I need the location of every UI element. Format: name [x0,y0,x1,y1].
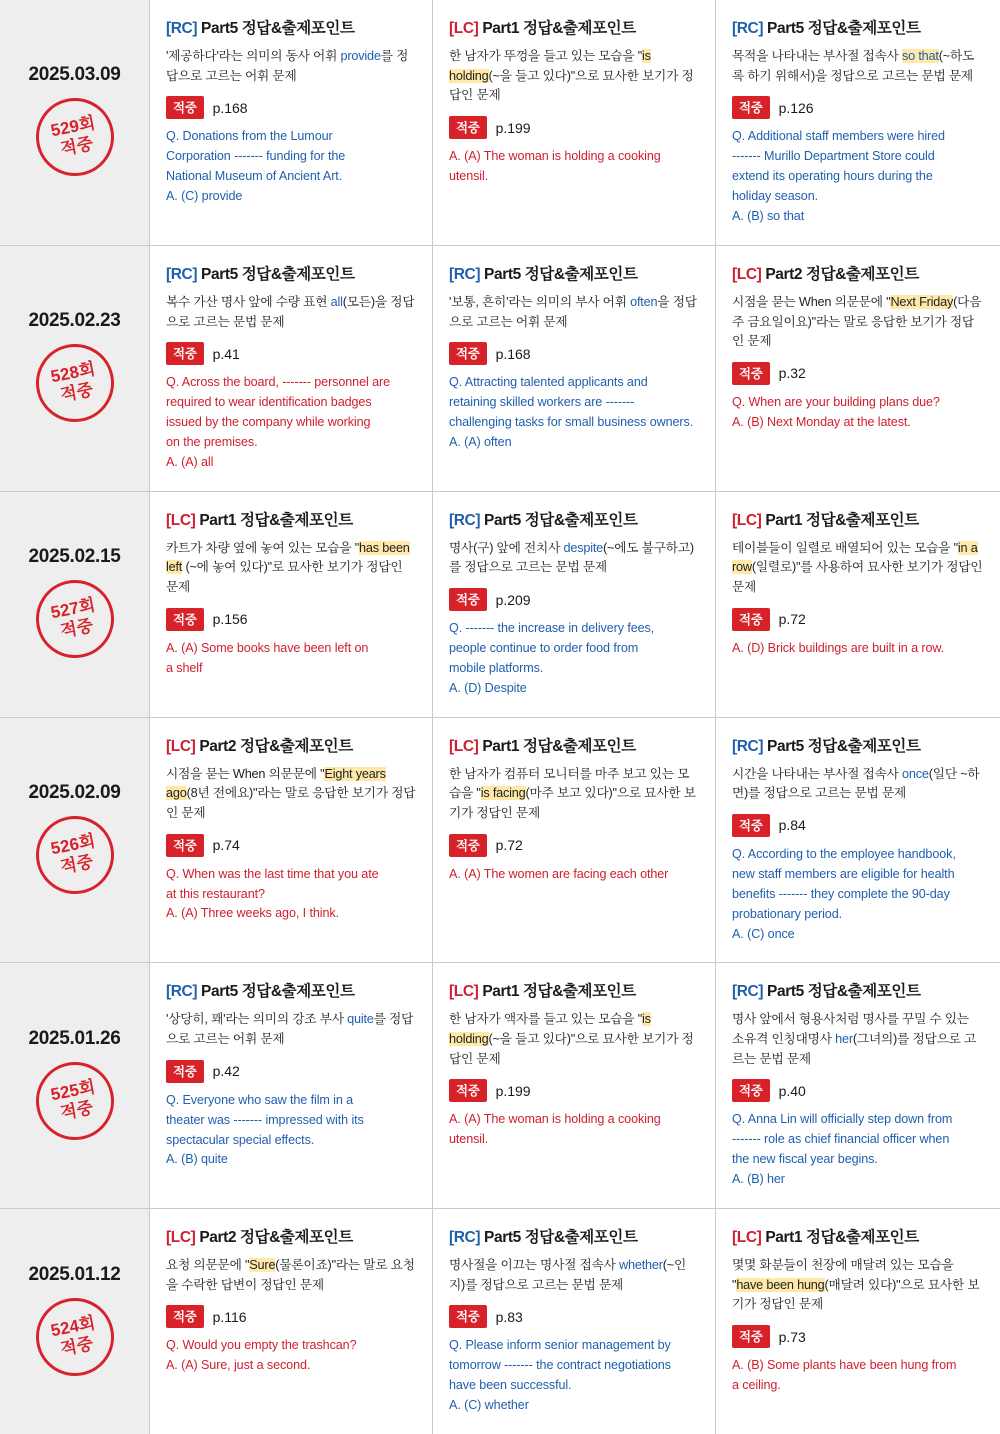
page-reference [732,1079,984,1102]
question-answer-text [732,1356,984,1395]
cell-title: Part5 정답&출제포인트 [484,511,638,529]
question-cell [150,246,433,491]
qa-line: tomorrow ------- the contract negotiations [449,1358,671,1373]
question-cell [433,1209,716,1434]
table-row [0,963,1000,1209]
question-cell [716,1209,1000,1434]
table-row [0,718,1000,964]
date-cell [0,246,150,491]
row-columns [150,718,1000,963]
cell-header [732,734,984,756]
page-reference [732,608,984,631]
question-cell [716,246,1000,491]
stamp-round-label: 529회 [48,113,97,142]
cell-header [449,1225,699,1247]
hit-badge: 적중 [166,342,204,365]
page-number: p.168 [212,99,248,116]
page-reference [732,814,984,837]
qa-line: Q. Attracting talented applicants and [449,375,648,390]
stamp-round-label: 524회 [48,1313,97,1341]
question-answer-text [732,639,984,658]
qa-line: A. (A) Three weeks ago, I think. [166,906,339,921]
hit-badge: 적중 [449,116,487,139]
qa-line: a shelf [166,660,203,675]
question-answer-text [732,127,984,225]
cell-header [166,734,416,756]
question-cell [150,492,433,717]
cell-title: Part1 정답&출제포인트 [199,511,353,529]
qa-line: A. (A) often [449,434,512,449]
section-tag: [LC] [732,265,762,283]
page-number: p.168 [495,345,531,362]
qa-line: have been successful. [449,1378,572,1393]
date-cell [0,963,150,1208]
qa-line: A. (A) The woman is holding a cooking [449,149,661,164]
question-answer-text [449,1110,699,1149]
cell-header [732,16,984,38]
qa-line: ------- Murillo Department Store could [732,149,935,164]
section-tag: [RC] [732,983,764,1001]
section-tag: [LC] [449,737,479,755]
stamp-hit-label: 적중 [58,1097,95,1123]
qa-line: ------- role as chief financial officer when [732,1132,950,1147]
qa-line: A. (C) whether [449,1398,529,1413]
section-tag: [LC] [166,1229,196,1247]
qa-line: mobile platforms. [449,660,544,675]
page-reference [732,362,984,385]
page-reference [166,1305,416,1328]
question-answer-text [449,147,699,186]
question-answer-text [449,1336,699,1415]
cell-description: 한 남자가 컴퓨터 모니터를 마주 보고 있는 모습을 "is facing(마주 보고 있다)"으로 묘사한 보기가 정답인 문제 [449,766,696,820]
qa-line: extend its operating hours during the [732,169,933,184]
qa-line: new staff members are eligible for health [732,866,955,881]
cell-description: 카트가 차량 옆에 놓여 있는 모습을 "has been left (~에 놓여 있다)"로 묘사한 보기가 정답인 문제 [166,540,410,595]
qa-line: A. (B) her [732,1172,785,1187]
qa-line: Q. Across the board, ------- personnel are [166,375,390,390]
section-tag: [LC] [166,737,196,755]
cell-header [449,979,699,1001]
page-number: p.42 [212,1063,240,1080]
page-reference [166,608,416,631]
qa-line: theater was ------- impressed with its [166,1112,364,1127]
qa-line: Q. Would you empty the trashcan? [166,1338,357,1353]
row-columns [150,492,1000,717]
question-cell [433,0,716,245]
section-tag: [LC] [166,511,196,529]
cell-title: Part5 정답&출제포인트 [484,265,638,283]
page-number: p.74 [212,837,240,854]
date-cell [0,492,150,717]
cell-title: Part2 정답&출제포인트 [199,1229,353,1247]
qa-line: A. (A) all [166,454,214,469]
stamp-round-label: 527회 [48,595,97,623]
hit-badge: 적중 [166,834,204,857]
qa-line: Q. According to the employee handbook, [732,846,956,861]
question-cell [716,0,1000,245]
section-tag: [RC] [166,983,198,1001]
hit-badge: 적중 [166,1305,204,1328]
stamp-hit-label: 적중 [58,134,95,160]
question-cell [150,1209,433,1434]
question-answer-text [732,1110,984,1189]
cell-description: 테이블들이 일렬로 배열되어 있는 모습을 "in a row(일렬로)"를 사용하여 묘사한 보기가 정답인 문제 [732,540,983,595]
section-tag: [RC] [449,265,481,283]
hit-badge: 적중 [732,96,770,119]
stamp-round-label: 525회 [48,1077,97,1105]
page-reference [449,342,699,365]
qa-line: a ceiling. [732,1378,781,1392]
hit-stamp [29,338,120,429]
cell-description: 복수 가산 명사 앞에 수량 표현 all(모든)을 정답으로 고르는 문법 문제 [166,294,415,329]
cell-title: Part5 정답&출제포인트 [201,265,355,283]
hit-badge: 적중 [166,608,204,631]
stamp-hit-label: 적중 [58,615,95,641]
page-reference [166,1060,416,1083]
question-answer-text [166,1091,416,1170]
exam-date: 2025.02.15 [28,546,121,568]
section-tag: [RC] [449,1229,481,1247]
hit-stamp [29,1291,120,1382]
question-answer-text [449,619,699,698]
cell-title: Part1 정답&출제포인트 [765,1229,919,1247]
page-reference [166,342,416,365]
qa-line: A. (D) Brick buildings are built in a row. [732,640,945,655]
question-cell [433,718,716,963]
page-number: p.83 [495,1308,523,1325]
cell-title: Part1 정답&출제포인트 [482,20,636,37]
cell-title: Part5 정답&출제포인트 [201,983,355,1001]
cell-header [166,508,416,530]
page-number: p.72 [495,837,523,854]
hit-badge: 적중 [449,1305,487,1328]
row-columns [150,963,1000,1208]
page-number: p.209 [495,591,531,608]
page-number: p.32 [778,365,806,382]
qa-line: the new fiscal year begins. [732,1152,878,1167]
cell-title: Part5 정답&출제포인트 [767,20,921,37]
cell-header [166,262,416,284]
exam-date: 2025.03.09 [28,64,121,86]
qa-line: Q. Please inform senior management by [449,1338,671,1353]
hit-badge: 적중 [449,342,487,365]
exam-date: 2025.01.12 [28,1263,121,1285]
qa-line: Q. When are your building plans due? [732,394,940,409]
stamp-hit-label: 적중 [58,1333,95,1359]
hit-stamp [29,92,120,183]
question-cell [150,963,433,1208]
qa-line: Q. Additional staff members were hired [732,129,945,144]
cell-description: 시점을 묻는 When 의문문에 "Next Friday(다음 주 금요일이요)"라는 말로 응답한 보기가 정답인 문제 [732,294,982,349]
table-row [0,492,1000,718]
question-answer-text [166,1336,416,1375]
cell-header [449,16,699,38]
qa-line: Q. When was the last time that you ate [166,866,379,881]
section-tag: [RC] [732,737,764,755]
qa-line: A. (C) once [732,926,795,941]
qa-line: National Museum of Ancient Art. [166,169,343,184]
section-tag: [RC] [449,511,481,529]
cell-title: Part2 정답&출제포인트 [765,265,919,283]
qa-line: people continue to order food from [449,640,639,655]
question-cell [433,246,716,491]
question-cell [716,718,1000,963]
cell-title: Part1 정답&출제포인트 [482,983,636,1001]
table-row [0,246,1000,492]
table-row [0,1209,1000,1434]
page-number: p.84 [778,817,806,834]
stamp-round-label: 528회 [48,359,97,387]
page-reference [449,1079,699,1102]
cell-title: Part1 정답&출제포인트 [482,737,636,755]
qa-line: Q. Anna Lin will officially step down from [732,1112,953,1127]
hit-badge: 적중 [166,1060,204,1083]
stamp-round-label: 526회 [48,831,97,859]
page-reference [449,588,699,611]
qa-line: A. (B) so that [732,208,805,223]
exam-date: 2025.01.26 [28,1027,121,1049]
cell-description: 한 남자가 뚜껑을 들고 있는 모습을 "is holding(~을 들고 있다)"으로 묘사한 보기가 정답인 문제 [449,49,694,103]
section-tag: [RC] [166,20,198,37]
question-cell [716,963,1000,1208]
qa-line: utensil. [449,1132,489,1147]
qa-line: A. (D) Despite [449,680,527,695]
page-reference [166,96,416,119]
page-number: p.41 [212,345,240,362]
cell-description: 명사(구) 앞에 전치사 despite(~에도 불구하고)를 정답으로 고르는 문법 문제 [449,540,694,575]
qa-line: Corporation ------- funding for the [166,149,346,164]
row-columns [150,0,1000,245]
cell-description: 한 남자가 액자를 들고 있는 모습을 "is holding(~을 들고 있다)"으로 묘사한 보기가 정답인 문제 [449,1012,694,1066]
qa-line: A. (B) Some plants have been hung from [732,1358,957,1373]
cell-description: 명사절을 이끄는 명사절 접속사 whether(~인지)를 정답으로 고르는 문법 문제 [449,1258,687,1292]
qa-line: Q. ------- the increase in delivery fees, [449,621,655,636]
row-columns [150,246,1000,491]
hit-badge: 적중 [449,834,487,857]
question-answer-text [166,373,416,471]
qa-line: retaining skilled workers are ------- [449,395,635,410]
hit-badge: 적중 [732,1079,770,1102]
cell-header [732,979,984,1001]
stamp-hit-label: 적중 [58,851,95,877]
page-number: p.126 [778,99,814,116]
section-tag: [RC] [166,265,198,283]
qa-line: Q. Everyone who saw the film in a [166,1092,354,1107]
page-number: p.116 [212,1308,247,1325]
question-cell [433,963,716,1208]
question-answer-text [449,865,699,884]
section-tag: [LC] [732,511,762,529]
cell-header [732,262,984,284]
page-reference [732,96,984,119]
hit-stamp [29,573,120,664]
cell-header [449,734,699,756]
page-number: p.156 [212,611,248,628]
section-tag: [LC] [449,983,479,1001]
question-answer-text [166,865,416,924]
hit-badge: 적중 [732,362,770,385]
question-cell [150,718,433,963]
cell-header [732,1225,984,1247]
table-row [0,0,1000,246]
question-answer-text [732,845,984,943]
row-columns [150,1209,1000,1434]
section-tag: [LC] [732,1229,762,1247]
cell-header [449,262,699,284]
cell-title: Part2 정답&출제포인트 [199,737,353,755]
page-number: p.73 [778,1328,806,1345]
cell-header [449,508,699,530]
hit-stamp [29,809,120,900]
exam-date: 2025.02.23 [28,310,121,332]
qa-line: on the premises. [166,434,258,449]
section-tag: [LC] [449,20,479,37]
cell-title: Part5 정답&출제포인트 [767,983,921,1001]
exam-date: 2025.02.09 [28,782,121,803]
page-reference [449,834,699,857]
date-cell [0,1209,150,1434]
page-reference [732,1325,984,1348]
qa-line: utensil. [449,168,489,183]
cell-description: 명사 앞에서 형용사처럼 명사를 꾸밀 수 있는 소유격 인칭대명사 her(그녀의)를 정답으로 고르는 문법 문제 [732,1012,977,1066]
question-answer-text [166,127,416,206]
page-number: p.40 [778,1082,806,1099]
qa-line: A. (C) provide [166,189,243,204]
cell-title: Part5 정답&출제포인트 [484,1229,638,1247]
cell-header [732,508,984,530]
qa-line: A. (A) Sure, just a second. [166,1358,311,1373]
question-answer-text [166,639,416,678]
stamp-hit-label: 적중 [58,380,95,406]
qa-line: A. (A) Some books have been left on [166,640,369,655]
cell-header [166,979,416,1001]
qa-line: required to wear identification badges [166,395,372,410]
question-cell [716,492,1000,717]
cell-description: '제공하다'라는 의미의 동사 어휘 provide를 정답으로 고르는 어휘 문제 [166,49,409,83]
hit-badge: 적중 [732,814,770,837]
qa-line: benefits ------- they complete the 90-day [732,886,950,901]
qa-line: A. (B) Next Monday at the latest. [732,414,911,429]
cell-description: 요청 의문문에 "Sure(물론이죠)"라는 말로 요청을 수락한 답변이 정답인 문제 [166,1258,415,1292]
cell-description: '보통, 흔히'라는 의미의 부사 어휘 often을 정답으로 고르는 어휘 문제 [449,294,697,329]
page-number: p.199 [495,1082,531,1099]
hit-badge: 적중 [732,1325,770,1348]
hit-badge: 적중 [732,608,770,631]
cell-description: 몇몇 화분들이 천장에 매달려 있는 모습을 "have been hung(매달려 있다)"으로 묘사한 보기가 정답인 문제 [732,1258,980,1312]
qa-line: at this restaurant? [166,886,265,901]
qa-line: A. (B) quite [166,1152,228,1167]
date-cell [0,718,150,963]
qa-line: A. (A) The woman is holding a cooking [449,1112,661,1127]
cell-description: 시점을 묻는 When 의문문에 "Eight years ago(8년 전에요)"라는 말로 응답한 보기가 정답인 문제 [166,766,416,820]
qa-line: probationary period. [732,906,843,921]
qa-line: Q. Donations from the Lumour [166,129,333,144]
cell-title: Part5 정답&출제포인트 [201,20,355,37]
hit-badge: 적중 [166,96,204,119]
section-tag: [RC] [732,20,764,37]
qa-line: issued by the company while working [166,414,371,429]
page-number: p.72 [778,611,806,628]
question-cell [433,492,716,717]
hit-badge: 적중 [449,1079,487,1102]
qa-line: challenging tasks for small business owners. [449,414,694,429]
qa-line: holiday season. [732,189,819,204]
cell-title: Part5 정답&출제포인트 [767,737,921,755]
hit-stamp [29,1055,120,1146]
question-answer-text [732,393,984,432]
page-reference [166,834,416,857]
page-reference [449,116,699,139]
cell-description: 목적을 나타내는 부사절 접속사 so that(~하도록 하기 위해서)을 정답으로 고르는 문법 문제 [732,49,975,83]
page-reference [449,1305,699,1328]
cell-header [166,16,416,38]
cell-description: 시간을 나타내는 부사절 접속사 once(일단 ~하면)를 정답으로 고르는 문법 문제 [732,766,980,801]
cell-title: Part1 정답&출제포인트 [765,511,919,529]
date-cell [0,0,150,245]
qa-line: A. (A) The women are facing each other [449,866,669,881]
cell-header [166,1225,416,1247]
question-answer-text [449,373,699,452]
qa-line: spectacular special effects. [166,1132,315,1147]
page-number: p.199 [495,119,531,136]
cell-description: '상당히, 꽤'라는 의미의 강조 부사 quite를 정답으로 고르는 어휘 문제 [166,1012,414,1047]
question-cell [150,0,433,245]
hit-badge: 적중 [449,588,487,611]
